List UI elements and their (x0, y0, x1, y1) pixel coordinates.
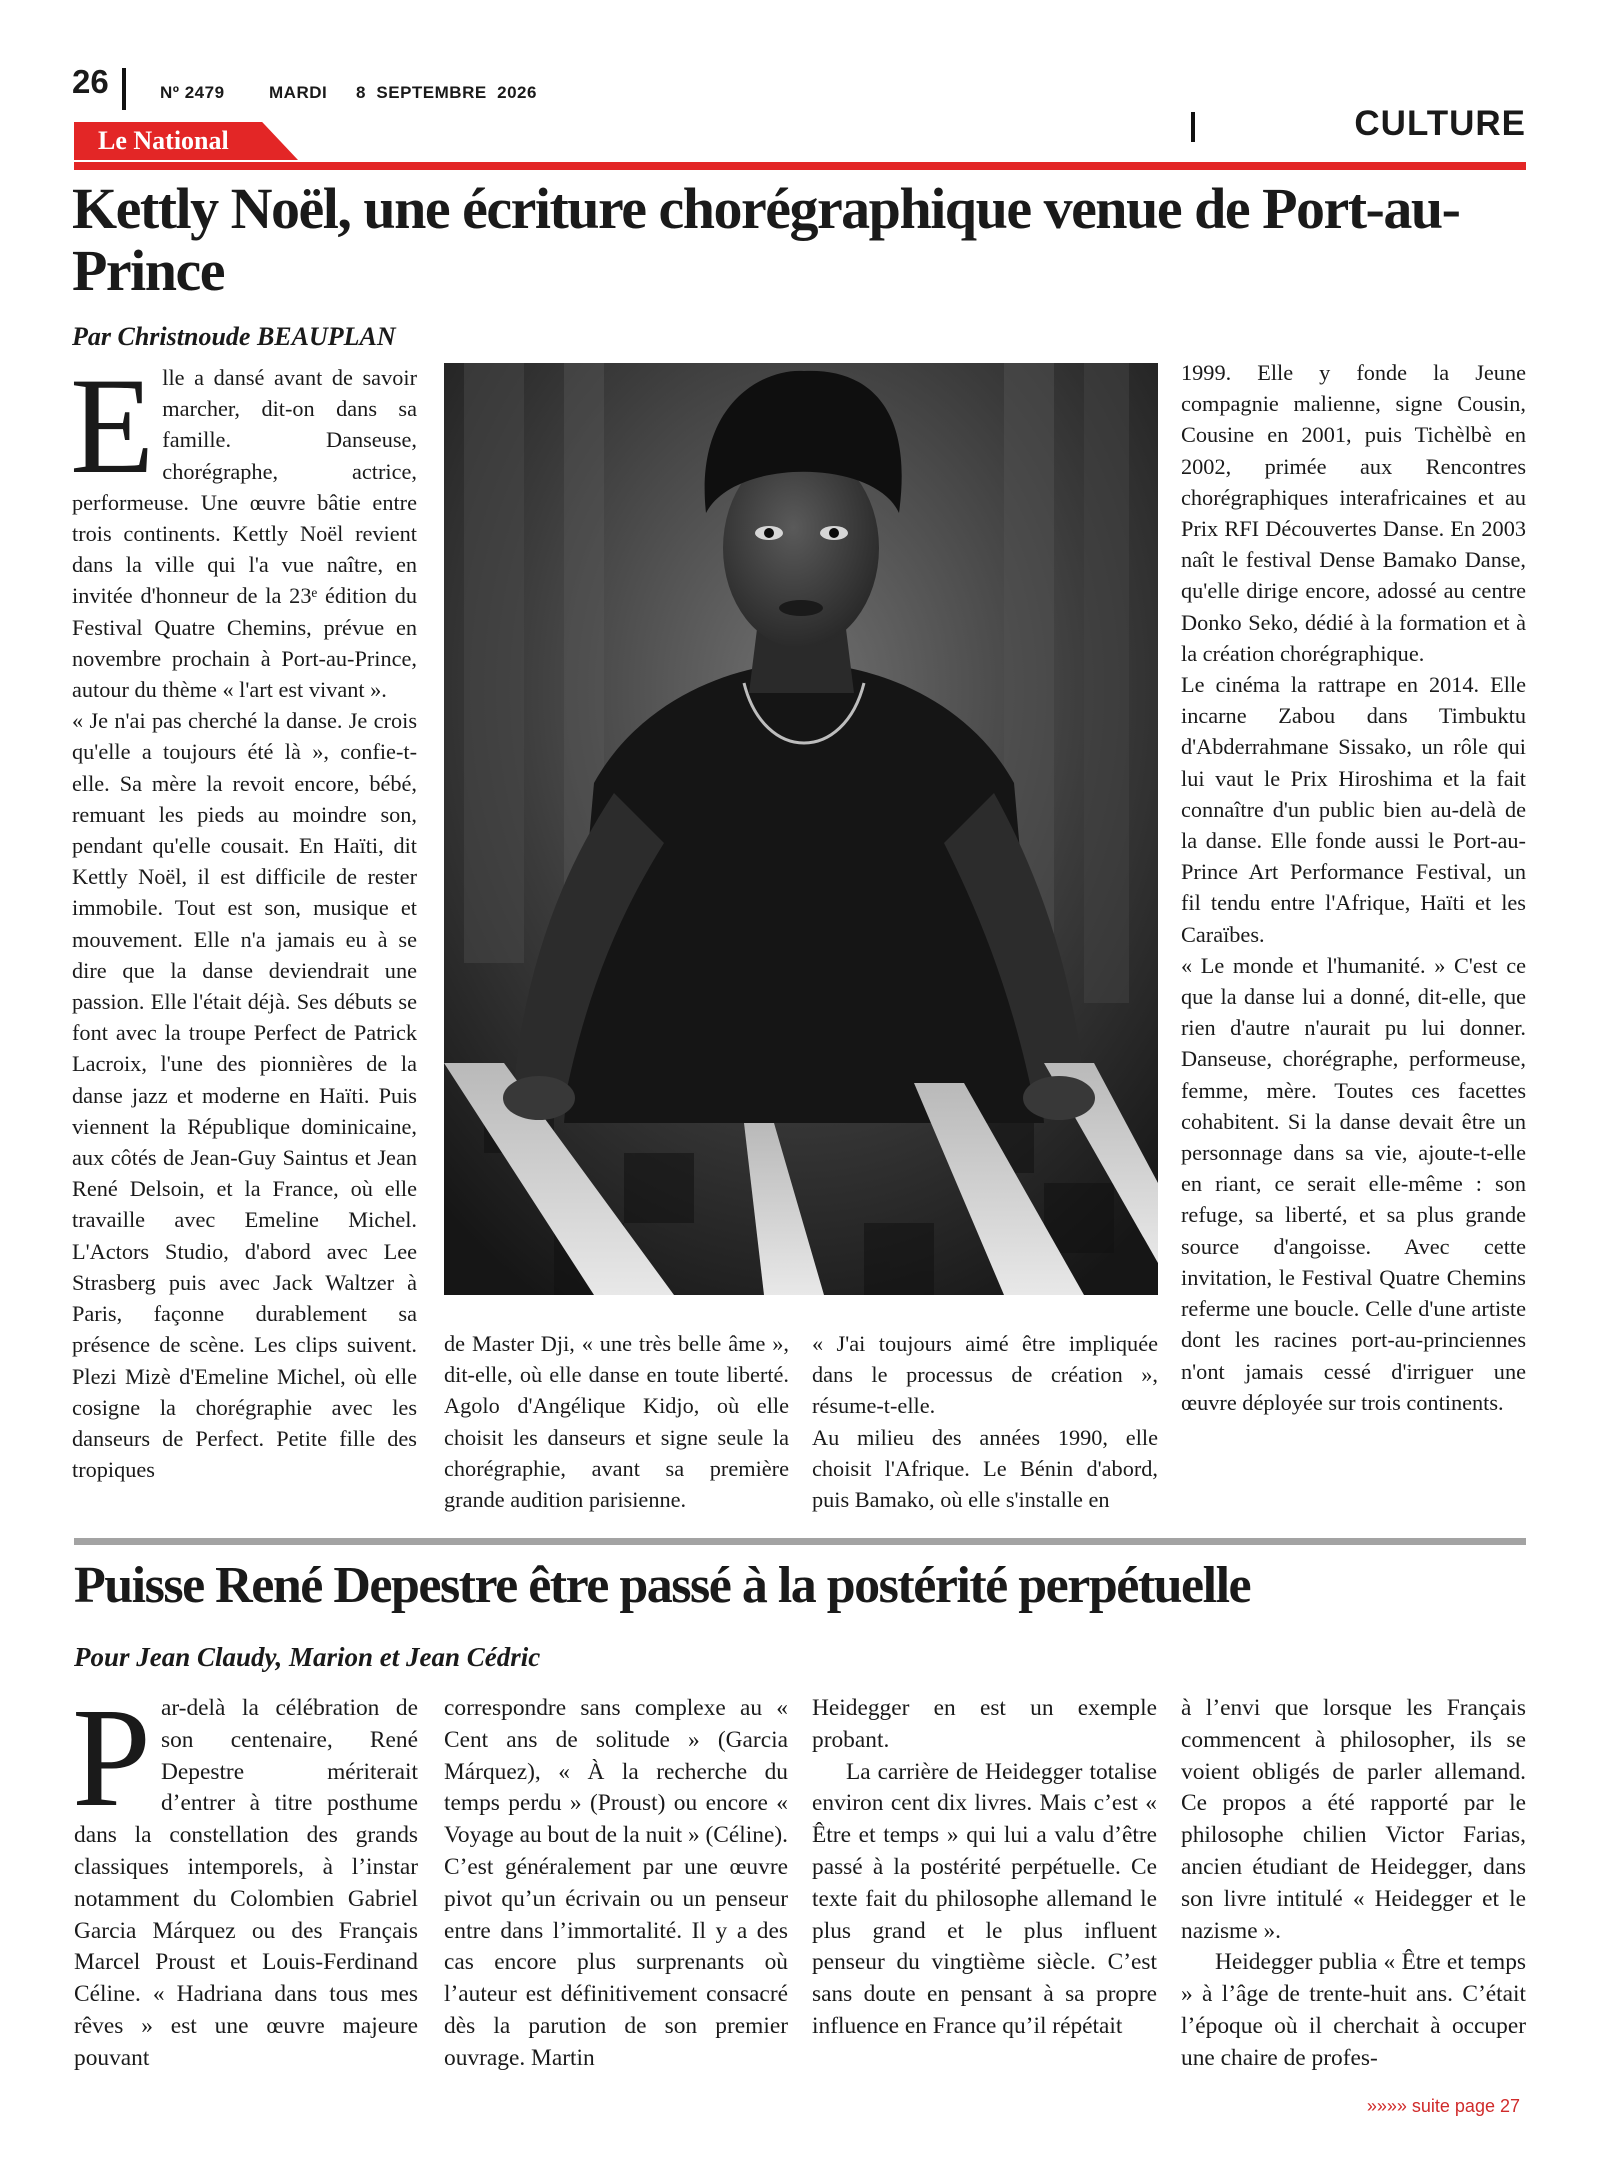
paragraph: « Je n'ai pas cherché la danse. Je crois qu'elle a toujours été là », confie-t-elle. Sa mère la revoit encore, bébé, remuant les pieds au moindre son, pendant qu'elle cousait. En Haïti, dit Kettly Noël, il est difficile de rester immobile. Tout est son, musique et mouvement. Elle n'a jamais eu à se dire que la danse deviendrait une passion. Elle l'était déjà. Ses débuts se font avec la troupe Perfect de Patrick Lacroix, l'une des pionnières de la danse jazz et moderne en Haïti. Puis viennent la République dominicaine, aux côtés de Jean-Guy Saintus et Jean René Delsoin, et la France, où elle travaille avec Emeline Michel. L'Actors Studio, d'abord avec Lee Strasberg puis avec Jack Waltzer à Paris, façonne durablement sa présence de scène. Les clips suivent. Plezi Mizè d'Emeline Michel, où elle cosigne la chorégraphie avec les danseurs de Perfect. Petite fille des tropiques (72, 708, 417, 1483)
article-column-2 (444, 1328, 789, 1515)
paragraph: « J'ai toujours aimé être impliquée dans le processus de création », résume-t-elle. (812, 1331, 1158, 1419)
drop-cap: P (72, 1678, 151, 1836)
header-rule (74, 162, 1526, 170)
article-byline: Pour Jean Claudy, Marion et Jean Cédric (74, 1642, 541, 1672)
paragraph: Heidegger publia « Être et temps » à l’âge de trente-huit ans. C’était l’époque où il cherchait à occuper une chaire de profes- (1181, 1949, 1526, 2071)
article-column-1 (70, 349, 417, 1485)
drop-cap: E (70, 349, 155, 502)
section-divider (1191, 112, 1195, 142)
article-headline: Puisse René Depestre être passé à la postérité perpétuelle (74, 1557, 1251, 1614)
article-headline: Kettly Noël, une écriture chorégraphique venue de Port-au-Prince (72, 176, 1460, 303)
article-column-4 (1181, 357, 1526, 1418)
article-column-3 (812, 1693, 1157, 2043)
weekday: MARDI (269, 83, 328, 102)
continued-link[interactable]: »»»» suite page 27 (1366, 2096, 1520, 2116)
paragraph: ar-delà la célébration de son centenaire, René Depestre mériterait d’entrer à titre posthume dans la constellation des grands classiques intemporels, à l’instar notamment du Colombien Gabriel Garcia Márquez ou des Français Marcel Proust et Louis-Ferdinand Céline. « Hadriana dans tous mes rêves » est une œuvre majeure pouvant (74, 1695, 418, 2071)
paragraph: de Master Dji, « une très belle âme », dit-elle, où elle danse en toute liberté. Agolo d'Angélique Kidjo, où elle choisit les danseurs et signe seule la chorégraphie, avant sa première grande audition parisienne. (444, 1331, 789, 1513)
section-title: CULTURE (1354, 104, 1526, 143)
paragraph: lle a dansé avant de savoir marcher, dit-on dans sa famille. Danseuse, chorégraphe, actrice, performeuse. Une œuvre bâtie entre trois continents. Kettly Noël revient dans la ville qui l'a vue naître, en invitée d'honneur de la 23ᵉ édition du Festival Quatre Chemins, prévue en novembre prochain à Port-au-Prince, autour du thème « l'art est vivant ». (72, 365, 417, 703)
paragraph: Heidegger en est un exemple probant. (812, 1695, 1157, 1753)
page-number-divider (122, 68, 126, 110)
page-number: 26 (72, 63, 109, 100)
article-column-2 (444, 1693, 788, 2075)
paragraph: « Le monde et l'humanité. » C'est ce que la danse lui a donné, dit-elle, que rien d'autre n'aurait pu lui donner. Danseuse, chorégraphe, performeuse, femme, mère. Toutes ces facettes cohabitent. Si la danse devait être un personnage dans sa vie, ajoute-t-elle en riant, ce serait elle-même : son refuge, sa liberté, et sa plus grande source d'angoisse. Avec cette invitation, le Festival Quatre Chemins referme une boucle. Celle d'une artiste dont les racines port-au-princiennes n'ont jamais cessé d'irriguer une œuvre déployée sur trois continents. (1181, 952, 1526, 1415)
brand-label: Le National (98, 126, 229, 155)
issue-number: Nº 2479 (160, 83, 225, 102)
paragraph: Le cinéma la rattrape en 2014. Elle incarne Zabou dans Timbuktu d'Abderrahmane Sissako, un rôle qui lui vaut le Prix Hiroshima et la fait connaître d'un public bien au-delà de la danse. Elle fonde aussi le Port-au-Prince Art Performance Festival, un fil tendu entre l'Afrique, Haïti et les Caraïbes. (1181, 672, 1526, 947)
paragraph: Au milieu des années 1990, elle choisit l'Afrique. Le Bénin d'abord, puis Bamako, où elle s'installe en (812, 1424, 1158, 1513)
article-byline: Par Christnoude BEAUPLAN (72, 322, 396, 351)
paragraph: correspondre sans complexe au « Cent ans de solitude » (Garcia Márquez), « À la recherche du temps perdu » (Proust) ou encore « Voyage au bout de la nuit » (Céline). C’est généralement par une œuvre pivot qu’un écrivain ou un penseur entre dans l’immortalité. Il y a des cas encore plus surprenants où l’auteur est définitivement consacré dès la parution de son premier ouvrage. Martin (444, 1695, 788, 2071)
dancer-portrait (444, 363, 1158, 1295)
article-separator (74, 1538, 1526, 1545)
paragraph: 1999. Elle y fonde la Jeune compagnie malienne, signe Cousin, Cousine en 2001, puis Tichèlbè en 2002, primée aux Rencontres chorégraphiques interafricaines et au Prix RFI Découvertes Danse. En 2003 naît le festival Dense Bamako Danse, qu'elle dirige encore, adossé au centre Donko Seko, dédié à la formation et à la création chorégraphique. (1181, 360, 1526, 666)
article-column-3 (812, 1328, 1158, 1515)
article-column-4 (1181, 1693, 1526, 2075)
article-column-1 (72, 1678, 418, 2075)
paragraph: à l’envi que lorsque les Français commencent à philosopher, ils se voient obligés de parler allemand. Ce propos a été rapporté par le philosophe chilien Victor Farias, ancien étudiant de Heidegger, dans son livre intitulé « Heidegger et le nazisme ». (1181, 1695, 1526, 1944)
paragraph: La carrière de Heidegger totalise environ cent dix livres. Mais c’est « Être et temps » qui lui a valu d’être passé à la postérité perpétuelle. Ce texte fait du philosophe allemand le plus grand et le plus influent penseur du vingtième siècle. C’est sans doute en pensant à sa propre influence en France qu’il répétait (812, 1758, 1157, 2039)
article-photo (444, 363, 1158, 1295)
issue-date: 8 SEPTEMBRE 2026 (356, 83, 537, 102)
